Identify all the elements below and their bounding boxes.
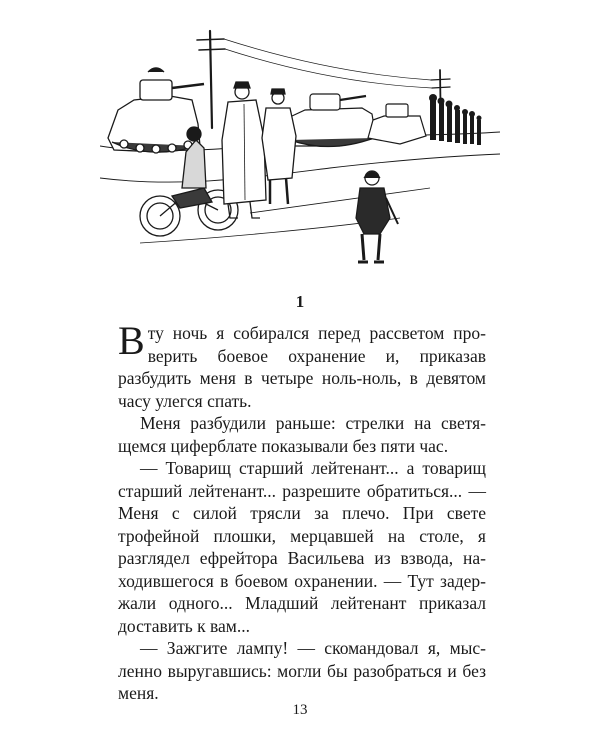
chapter-text [118,318,486,705]
paragraph-1 [118,318,486,412]
paragraph-4: — Зажгите лампу! — скомандовал я, мысленно выругавшись: могли бы разобраться и без меня. [118,638,486,703]
chapter-number: 1 [295,292,305,311]
paragraph-1-text: ту ночь я собирался перед рассветом проверить боевое охранение и, приказав разбудить меня в четыре ноль-ноль, в девятом часу улегся спать. [118,323,486,411]
paragraph-2: Меня разбудили раньше: стрелки на светящемся циферблате показывали без пяти час. [118,413,486,456]
drop-cap: В [118,318,145,363]
paragraph-3: — Товарищ старший лейтенант... а товарищ старший лейтенант... разрешите обратиться... — Меня с силой трясли за плечо. При свете трофейной плошки, мерцавшей на столе, я разглядел ефрейтора Васильева из взвода, находившегося в боевом охранении. — Тут задержали одного... Младший лейтенант приказал доставить к вам... [118,458,486,636]
page-number: 13 [292,702,308,718]
wartime-road-illustration [100,28,500,273]
